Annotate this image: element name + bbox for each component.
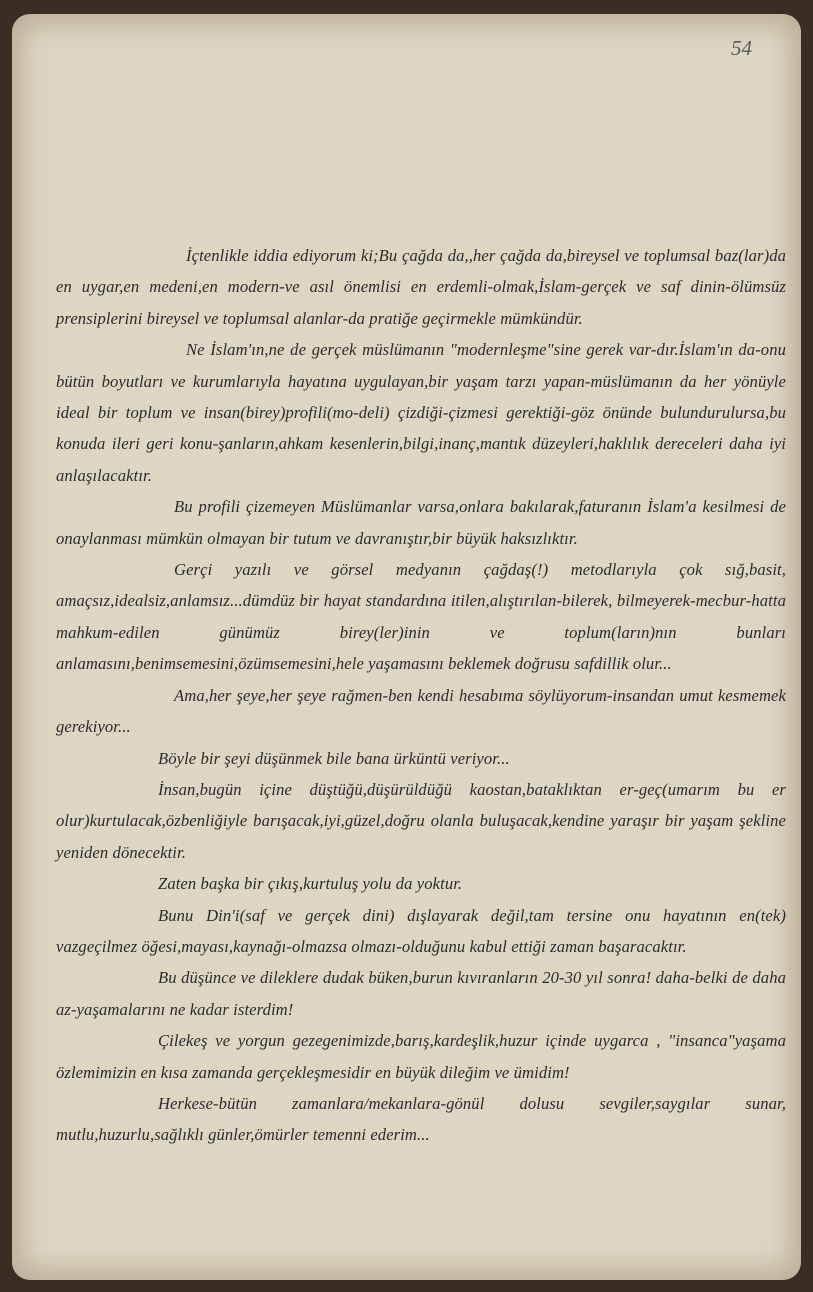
paragraph-2: Ne İslam'ın,ne de gerçek müslümanın "modernleşme"sine gerek var-dır.İslam'ın da-onu bütün boyutları ve kurumlarıyla hayatına uygulayan,bir yaşam tarzı yapan-müslümanın da her yönüyle ideal bir toplum ve insan(birey)profili(mo-deli) çizdiği-çizmesi gerektiği-göz önünde bulundurulursa,bu konuda ileri geri konu-şanların,ahkam kesenlerin,bilgi,inanç,mantık düzeyleri,haklılık dereceleri daha iyi anlaşılacaktır.	[56, 340, 786, 485]
paragraph-3: Bu profili çizemeyen Müslümanlar varsa,onlara bakılarak,faturanın İslam'a kesilmesi de onaylanması mümkün olmayan bir tutum ve davranıştır,bir büyük haksızlıktır.	[56, 497, 786, 548]
margin-watermark	[2, 1130, 18, 1260]
document-page	[12, 14, 801, 1280]
body-text	[56, 240, 786, 1151]
paragraph-10: Bu düşünce ve dileklere dudak büken,burun kıvıranların 20-30 yıl sonra! daha-belki de daha az-yaşamalarını ne kadar isterdim!	[56, 968, 786, 1019]
paragraph-8: Zaten başka bir çıkış,kurtuluş yolu da yoktur.	[158, 874, 463, 894]
paragraph-5: Ama,her şeye,her şeye rağmen-ben kendi hesabıma söylüyorum-insandan umut kesmemek gerekiyor...	[56, 685, 786, 737]
paragraph-1: İçtenlikle iddia ediyorum ki;Bu çağda da,,her çağda da,bireysel ve toplumsal baz(lar)da en uygar,en medeni,en modern-ve asıl önemlisi en erdemli-olmak,İslam-gerçek ve saf dinin-ölümsüz prensiplerini bireysel ve toplumsal alanlar-da pratiğe geçirmekle mümkündür.	[56, 246, 786, 328]
paragraph-4: Gerçi yazılı ve görsel medyanın çağdaş(!) metodlarıyla çok sığ,basit, amaçsız,idealsiz,anlamsız...dümdüz bir hayat standardına itilen,alıştırılan-bilerek, bilmeyerek-mecbur-hatta mahkum-edilen günümüz birey(ler)inin ve toplum(ların)nın bunları anlamasını,benimsemesini,özümsemesini,hele yaşamasını beklemek doğrusu safdillik olur...	[56, 560, 786, 674]
paragraph-6: Böyle bir şeyi düşünmek bile bana ürküntü veriyor...	[158, 748, 510, 768]
paragraph-9: Bunu Din'i(saf ve gerçek dini) dışlayarak değil,tam tersine onu hayatının en(tek) vazgeçilmez öğesi,mayası,kaynağı-olmazsa olmazı-olduğunu kabul ettiği zaman başaracaktır.	[56, 905, 786, 956]
paragraph-12: Herkese-bütün zamanlara/mekanlara-gönül dolusu sevgiler,saygılar sunar, mutlu,huzurlu,sağlıklı günler,ömürler temenni ederim...	[56, 1093, 786, 1145]
paragraph-11: Çilekeş ve yorgun gezegenimizde,barış,kardeşlik,huzur içinde uygarca , "insanca"yaşama özlemimizin en kısa zamanda gerçekleşmesidir en büyük dileğim ve ümidim!	[56, 1031, 786, 1082]
paragraph-7: İnsan,bugün içine düştüğü,düşürüldüğü kaostan,bataklıktan er-geç(umarım bu er olur)kurtulacak,özbenliğiyle barışacak,iyi,güzel,doğru olanla buluşacak,kendine yaraşır bir yaşam şekline yeniden dönecektir.	[56, 779, 786, 862]
page-number: 54	[731, 36, 752, 60]
